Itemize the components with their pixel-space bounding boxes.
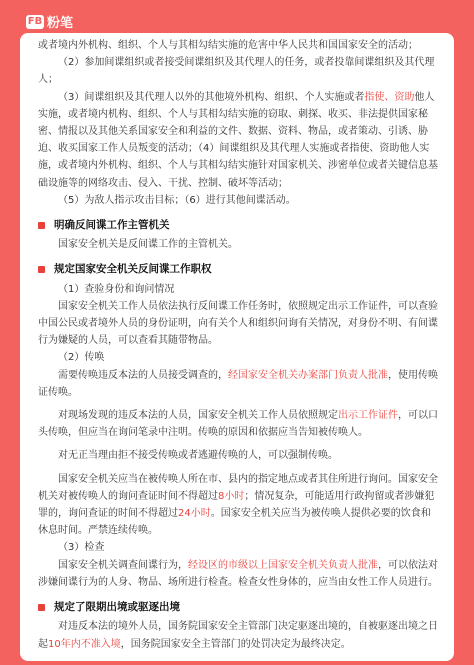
section2-paragraph-3: 对现场发现的违反本法的人员，国家安全机关工作人员依照规定出示工作证件，可以口头传唤，但应当在询问笔录中注明。传唤的原因和依据应当告知被传唤人。 [38,410,438,439]
section-bullet-icon [38,604,45,611]
section2-paragraph-6: 国家安全机关调查间谍行为，经设区的市级以上国家安全机关负责人批准，可以依法对涉嫌间谍行为的人身、物品、场所进行检查。检查女性身体的，应当由女性工作人员进行。 [38,559,438,588]
intro-item-2: （2）参加间谍组织或者接受间谍组织及其代理人的任务，或者投靠间谍组织及其代理人； [38,57,435,86]
subheading-1: （1）查验身份和询问情况 [58,283,175,295]
section3-paragraph-1: 对违反本法的境外人员，国务院国家安全主管部门决定驱逐出境的，自被驱逐出境之日起10年内不准入境，国务院国家安全主管部门的处罚决定为最终决定。 [38,621,438,650]
intro-line-1: 或者境内外机构、组织、个人与其相勾结实施的危害中华人民共和国国家安全的活动； [38,40,418,51]
subheading-3: （3）检查 [58,542,105,554]
section-bullet-icon [38,222,45,229]
section-heading-2: 规定国家安全机关反间谍工作职权 [38,261,440,278]
section2-paragraph-1: 国家安全机关工作人员依法执行反间谍工作任务时，依照规定出示工作证件，可以查验中国公民或者境外人员的身份证明，向有关个人和组织问询有关情况，对身份不明、有间谍行为嫌疑的人员，可以查看其随带物品。 [38,300,438,347]
logo-icon: FB [27,15,43,27]
article-content [38,37,440,653]
subheading-2: （2）传唤 [58,352,105,364]
section2-paragraph-5: 国家安全机关应当在被传唤人所在市、县内的指定地点或者其住所进行询问。国家安全机关对被传唤人的询问查证时间不得超过8小时；情况复杂，可能适用行政拘留或者涉嫌犯罪的，询问查证的时间不得超过24小时。国家安全机关应当为被传唤人提供必要的饮食和休息时间。严禁连续传唤。 [38,473,438,537]
intro-item-3: （3）间谍组织及其代理人以外的其他境外机构、组织、个人实施或者指使、资助他人实施，或者境内机构、组织、个人与其相勾结实施的窃取、刺探、收买、非法提供国家秘密、情报以及其他关系国家安全和利益的文件、数据、资料、物品，或者策动、引诱、胁迫、收买国家工作人员叛变的活动；（4）间谍组织及其代理人实施或者指使、资助他人实施，或者境内外机构、组织、个人与其相勾结实施针对国家机关、涉密单位或者关键信息基础设施等的网络攻击、侵入、干扰、控制、破坏等活动； [38,91,438,189]
section2-paragraph-4: 对无正当理由拒不接受传唤或者逃避传唤的人，可以强制传唤。 [58,450,338,462]
header [0,0,474,33]
brand-logo [26,12,73,31]
section-bullet-icon [38,266,45,273]
section2-paragraph-2: 需要传唤违反本法的人员接受调查的，经国家安全机关办案部门负责人批准，使用传唤证传唤。 [38,369,438,398]
article-card [20,33,454,661]
section-heading-3: 规定了限期出境或驱逐出境 [38,599,440,616]
section-heading-1: 明确反间谍工作主管机关 [38,217,440,234]
section1-body: 国家安全机关是反间谍工作的主管机关。 [58,239,238,251]
intro-item-5: （5）为敌人指示攻击目标；（6）进行其他间谍活动。 [58,194,296,206]
logo-text: 粉笔 [47,16,74,31]
